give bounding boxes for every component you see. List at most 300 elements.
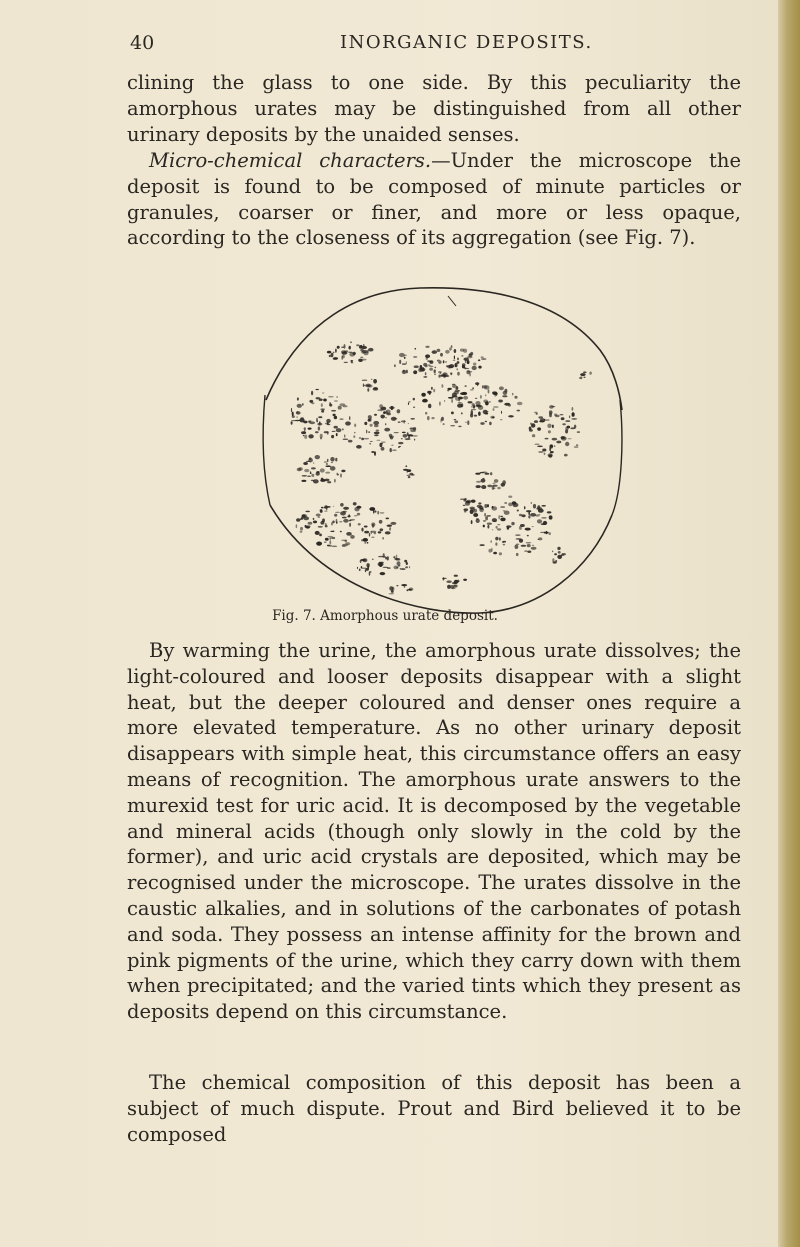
- urate-granule: [387, 556, 389, 560]
- urate-granule: [329, 537, 331, 540]
- urate-granule: [434, 367, 436, 369]
- urate-granule: [414, 365, 419, 368]
- urate-granule: [472, 387, 474, 389]
- urate-granule: [415, 348, 417, 350]
- urate-granule: [366, 430, 367, 434]
- urate-granule: [484, 473, 489, 475]
- urate-granule: [339, 521, 342, 522]
- urate-granule: [554, 553, 557, 555]
- urate-granule: [457, 358, 459, 361]
- urate-granule: [342, 428, 344, 430]
- urate-granule: [360, 560, 362, 563]
- urate-granule: [373, 509, 375, 513]
- urate-granule: [329, 402, 331, 406]
- urate-granule: [325, 538, 329, 541]
- urate-granule: [458, 402, 462, 403]
- urate-granule: [427, 416, 430, 420]
- urate-granule: [362, 558, 367, 562]
- urate-granule: [374, 414, 377, 416]
- urate-granule: [389, 435, 394, 438]
- urate-granule: [316, 389, 319, 390]
- urate-granule: [565, 442, 569, 446]
- urate-granule: [536, 413, 538, 415]
- urate-granule: [372, 559, 374, 561]
- urate-granule: [542, 449, 546, 452]
- urate-granule: [384, 428, 390, 432]
- urate-granule: [374, 425, 379, 427]
- urate-granule: [574, 446, 579, 448]
- urate-granule: [332, 546, 338, 548]
- urate-granule: [324, 542, 327, 543]
- urate-granule: [358, 523, 361, 525]
- urate-granule: [463, 396, 468, 400]
- urate-granule: [506, 526, 512, 528]
- urate-granule: [313, 521, 317, 524]
- urate-granule: [389, 406, 394, 409]
- urate-granule: [330, 457, 334, 462]
- urate-granule: [301, 431, 306, 434]
- urate-granule: [345, 421, 351, 425]
- urate-granule: [295, 420, 301, 421]
- urate-granule: [532, 545, 534, 546]
- urate-granule: [464, 368, 469, 369]
- urate-granule: [403, 434, 408, 438]
- urate-granule: [515, 545, 519, 549]
- urate-granule: [336, 397, 338, 398]
- urate-granule: [399, 360, 401, 364]
- urate-granule: [530, 513, 536, 517]
- urate-granule: [565, 429, 568, 433]
- urate-granule: [461, 355, 463, 357]
- urate-granule: [434, 373, 435, 375]
- urate-granule: [484, 513, 486, 517]
- urate-granule: [454, 420, 458, 423]
- urate-granule: [379, 520, 383, 524]
- urate-granule: [465, 359, 466, 363]
- urate-granule: [356, 445, 362, 449]
- urate-granule: [335, 512, 340, 513]
- urate-granule: [457, 580, 459, 583]
- urate-granule: [524, 506, 526, 509]
- urate-granule: [538, 416, 543, 418]
- urate-granule: [478, 502, 481, 504]
- urate-granule: [370, 424, 373, 427]
- urate-granule: [477, 382, 479, 386]
- urate-granule: [408, 423, 409, 424]
- urate-granule: [410, 418, 415, 420]
- urate-granule: [333, 352, 335, 354]
- urate-granule: [402, 370, 407, 374]
- urate-granule: [343, 439, 349, 440]
- urate-granule: [327, 545, 329, 546]
- urate-granule: [389, 527, 391, 531]
- urate-granule: [390, 522, 396, 525]
- urate-granule: [308, 434, 313, 438]
- urate-granule: [438, 375, 440, 378]
- urate-granule: [454, 349, 457, 353]
- urate-granule: [386, 411, 388, 415]
- urate-granule: [450, 373, 452, 375]
- urate-granule: [380, 415, 385, 419]
- urate-granule: [508, 415, 514, 417]
- urate-granule: [483, 410, 488, 414]
- urate-granule: [297, 468, 302, 472]
- urate-granule: [450, 425, 455, 426]
- urate-granule: [503, 544, 505, 546]
- urate-granule: [519, 539, 523, 543]
- urate-granule: [315, 431, 319, 433]
- urate-granule: [531, 502, 532, 504]
- urate-granule: [583, 371, 587, 373]
- urate-granule: [496, 526, 498, 529]
- paragraph-3: [127, 638, 741, 1025]
- urate-granule: [492, 529, 494, 530]
- urate-granule: [352, 362, 354, 363]
- urate-granule: [577, 431, 580, 432]
- urate-granule: [569, 415, 570, 418]
- urate-granule: [541, 505, 546, 507]
- urate-granule: [458, 390, 460, 391]
- urate-granule: [347, 515, 350, 517]
- urate-granule: [316, 542, 322, 546]
- urate-granule: [483, 520, 486, 522]
- urate-granule: [340, 473, 342, 477]
- running-head: INORGANIC DEPOSITS.: [340, 32, 593, 53]
- urate-granule: [393, 418, 398, 419]
- urate-granule: [499, 537, 501, 540]
- urate-granule: [297, 397, 299, 400]
- urate-granule: [455, 397, 461, 401]
- urate-granule: [369, 533, 370, 537]
- urate-granule: [309, 457, 312, 460]
- urate-granule: [439, 402, 441, 406]
- urate-granule: [341, 347, 344, 348]
- urate-granule: [480, 395, 482, 399]
- urate-granule: [350, 535, 354, 539]
- urate-granule: [335, 349, 337, 353]
- figure-outline-right: [612, 400, 622, 515]
- urate-granule: [375, 510, 377, 512]
- urate-granule: [401, 584, 407, 586]
- urate-granule: [368, 431, 370, 433]
- urate-granule: [357, 567, 358, 569]
- urate-granule: [401, 420, 406, 422]
- urate-granule: [473, 405, 475, 409]
- urate-granule: [497, 524, 500, 525]
- urate-granule: [334, 514, 337, 517]
- urate-granule: [333, 506, 334, 507]
- urate-granule: [350, 360, 353, 362]
- urate-granule: [497, 487, 501, 490]
- urate-granule: [359, 569, 361, 572]
- urate-granule: [336, 521, 338, 524]
- urate-granule: [291, 408, 292, 412]
- urate-granule: [311, 391, 313, 396]
- urate-granule: [321, 507, 324, 509]
- urate-granule: [478, 406, 483, 410]
- urate-granule: [349, 523, 351, 527]
- urate-granule: [503, 510, 506, 511]
- urate-granule: [320, 468, 325, 472]
- urate-granule: [515, 534, 521, 536]
- urate-granule: [451, 399, 453, 403]
- urate-granule: [526, 542, 532, 543]
- urate-granule: [516, 544, 520, 546]
- urate-granule: [361, 528, 363, 532]
- urate-granule: [537, 505, 540, 509]
- urate-granule: [404, 420, 405, 424]
- urate-granule: [425, 372, 427, 375]
- urate-granule: [302, 403, 304, 406]
- urate-granule: [297, 404, 302, 408]
- urate-granule: [533, 504, 536, 509]
- urate-granule: [353, 435, 355, 438]
- urate-granule: [500, 419, 503, 420]
- urate-granule: [517, 410, 521, 412]
- urate-granule: [552, 551, 553, 553]
- urate-granule: [321, 403, 323, 407]
- urate-granule: [331, 435, 334, 438]
- urate-granule: [469, 373, 471, 377]
- urate-granule: [422, 399, 428, 403]
- urate-granule: [341, 540, 347, 542]
- urate-granule: [304, 435, 307, 439]
- urate-granule: [548, 532, 551, 535]
- urate-granule: [487, 523, 492, 525]
- urate-granule: [458, 426, 461, 428]
- urate-granule: [461, 412, 463, 414]
- urate-granule: [307, 476, 311, 477]
- urate-granule: [313, 479, 319, 483]
- urate-granule: [481, 485, 486, 489]
- urate-granule: [303, 462, 308, 465]
- urate-granule: [342, 517, 347, 519]
- urate-granule: [447, 365, 452, 368]
- urate-granule: [491, 540, 492, 543]
- urate-granule: [408, 401, 411, 402]
- urate-granule: [431, 417, 434, 419]
- urate-granule: [367, 350, 369, 353]
- urate-granule: [557, 547, 560, 550]
- urate-granule: [406, 562, 408, 565]
- urate-granule: [329, 540, 331, 545]
- urate-granule: [554, 445, 556, 447]
- urate-granule: [339, 419, 343, 420]
- urate-granule: [324, 462, 328, 463]
- urate-granule: [428, 404, 431, 408]
- urate-granule: [368, 415, 372, 419]
- urate-granule: [413, 398, 415, 401]
- urate-granule: [535, 444, 540, 445]
- urate-granule: [565, 420, 570, 421]
- urate-granule: [441, 374, 445, 376]
- urate-granule: [528, 515, 530, 518]
- urate-granule: [303, 435, 305, 436]
- urate-granule: [324, 507, 325, 508]
- urate-granule: [560, 414, 564, 415]
- urate-granule: [371, 379, 373, 380]
- urate-granule: [467, 360, 470, 364]
- urate-granule: [543, 521, 547, 525]
- urate-granule: [367, 542, 369, 544]
- urate-granule: [373, 421, 379, 425]
- urate-granule: [367, 388, 369, 392]
- urate-granule: [318, 426, 320, 430]
- section-heading: Micro-chemical characters.: [149, 149, 432, 172]
- urate-granule: [561, 436, 567, 440]
- urate-granule: [472, 366, 477, 370]
- urate-granule: [549, 447, 551, 451]
- urate-granule: [343, 507, 349, 510]
- urate-granule: [500, 518, 505, 522]
- urate-granule: [371, 451, 375, 453]
- urate-granule: [500, 506, 505, 508]
- paragraph-2-text: —Under the microscope the deposit is found to be composed of minute particles or granules, coarser or finer, and more or less opaque, according to the closeness of its aggregation (see Fig. 7).: [127, 149, 741, 250]
- urate-granule: [499, 552, 502, 555]
- urate-granule: [337, 474, 340, 475]
- urate-granule: [301, 417, 304, 418]
- urate-granule: [540, 532, 545, 533]
- urate-granule: [493, 408, 495, 411]
- urate-granule: [425, 412, 427, 415]
- urate-granule: [408, 476, 411, 478]
- urate-granule: [445, 350, 450, 354]
- urate-granule: [425, 346, 429, 348]
- urate-granule: [537, 519, 542, 523]
- urate-granule: [337, 346, 340, 349]
- urate-granule: [319, 399, 323, 401]
- urate-granule: [498, 400, 503, 403]
- urate-granule: [345, 542, 350, 545]
- urate-granule: [527, 544, 531, 547]
- urate-granule: [487, 525, 489, 529]
- urate-granule: [359, 437, 361, 438]
- urate-granule: [361, 539, 362, 541]
- page-number: 40: [130, 32, 155, 54]
- urate-granule: [315, 531, 320, 535]
- urate-granule: [469, 353, 473, 357]
- urate-granule: [333, 357, 338, 360]
- urate-granule: [418, 368, 422, 372]
- urate-granule: [478, 412, 481, 416]
- urate-granule: [504, 389, 507, 393]
- urate-granule: [313, 518, 315, 520]
- urate-granule: [326, 506, 331, 508]
- urate-granule: [334, 479, 336, 483]
- urate-granule: [493, 407, 499, 408]
- urate-granule: [452, 393, 457, 397]
- urate-granule: [346, 532, 352, 536]
- urate-granule: [478, 366, 481, 369]
- urate-granule: [331, 522, 333, 525]
- urate-granule: [493, 394, 496, 395]
- urate-granule: [437, 360, 438, 362]
- urate-granule: [318, 516, 321, 518]
- urate-granule: [391, 590, 394, 593]
- urate-granule: [349, 416, 350, 420]
- urate-granule: [413, 407, 415, 408]
- urate-granule: [408, 589, 412, 591]
- urate-granule: [402, 363, 406, 364]
- urate-granule: [336, 473, 338, 474]
- urate-granule: [538, 537, 542, 540]
- urate-granule: [471, 410, 473, 415]
- urate-granule: [341, 470, 345, 473]
- urate-granule: [572, 412, 575, 417]
- urate-granule: [552, 438, 558, 441]
- urate-granule: [429, 360, 433, 364]
- urate-granule: [364, 531, 369, 534]
- urate-granule: [494, 479, 498, 483]
- urate-granule: [311, 467, 316, 469]
- urate-granule: [493, 483, 496, 484]
- urate-granule: [476, 518, 479, 520]
- urate-granule: [471, 500, 476, 503]
- urate-granule: [440, 418, 441, 422]
- urate-granule: [501, 411, 502, 414]
- urate-granule: [579, 377, 581, 379]
- urate-granule: [487, 485, 492, 488]
- urate-granule: [548, 454, 552, 457]
- urate-granule: [511, 522, 514, 525]
- urate-granule: [517, 402, 523, 406]
- urate-granule: [349, 346, 351, 350]
- urate-granule: [291, 421, 293, 425]
- urate-granule: [508, 404, 511, 407]
- urate-granule: [514, 396, 517, 399]
- urate-granule: [349, 515, 351, 516]
- urate-granule: [381, 407, 386, 411]
- urate-granule: [368, 384, 373, 387]
- urate-granule: [334, 401, 338, 402]
- urate-granule: [412, 435, 418, 437]
- urate-granule: [544, 453, 546, 456]
- urate-granule: [326, 465, 331, 467]
- urate-granule: [362, 380, 368, 381]
- urate-granule: [331, 353, 334, 357]
- urate-granule: [408, 435, 410, 439]
- urate-granule: [470, 389, 474, 390]
- urate-granule: [530, 423, 532, 425]
- urate-granule: [414, 439, 415, 441]
- urate-granule: [306, 461, 311, 462]
- urate-granule: [464, 508, 469, 511]
- urate-granule: [327, 424, 331, 426]
- urate-granule: [454, 419, 457, 420]
- urate-granule: [320, 409, 325, 410]
- urate-granule: [547, 424, 551, 428]
- urate-granule: [311, 474, 314, 477]
- urate-granule: [508, 503, 512, 507]
- urate-granule: [342, 355, 345, 359]
- urate-granule: [463, 579, 467, 581]
- urate-granule: [316, 514, 321, 517]
- urate-granule: [354, 424, 356, 428]
- urate-granule: [374, 432, 380, 435]
- urate-granule: [327, 481, 331, 483]
- figure-outline-bottom: [270, 505, 612, 613]
- urate-granule: [410, 430, 416, 432]
- urate-granule: [325, 525, 328, 527]
- urate-granule: [454, 355, 455, 359]
- urate-granule: [493, 552, 497, 555]
- urate-granule: [305, 511, 310, 513]
- urate-granule: [433, 389, 435, 393]
- urate-granule: [475, 398, 478, 399]
- urate-granule: [453, 585, 457, 587]
- urate-granule: [495, 542, 497, 545]
- urate-granule: [580, 373, 585, 376]
